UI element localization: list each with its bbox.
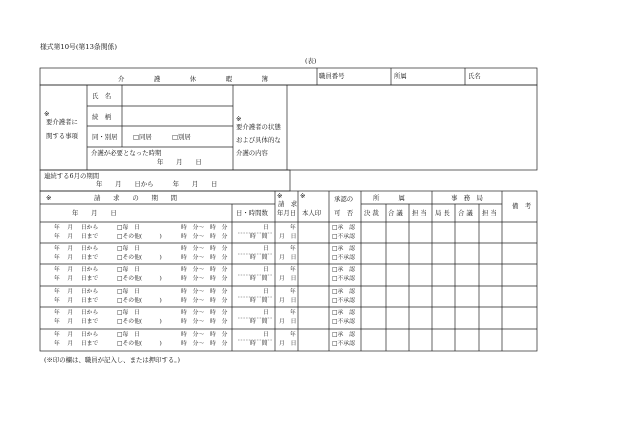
row-approve[interactable]: □承 認 — [332, 310, 355, 316]
row-day-unit: 日 — [263, 332, 269, 338]
request-date-mark: ※ — [277, 192, 283, 200]
title-char: 暇 — [225, 75, 233, 83]
cohabit-option-separate[interactable]: □別居 — [172, 133, 191, 141]
row-year-unit: 年 — [290, 289, 296, 295]
period-range: 年 月 日から 年 月 日 — [96, 180, 218, 188]
row-daily-option[interactable]: □毎 日 — [117, 267, 140, 273]
row-hour-unit: 時 間 — [250, 298, 268, 304]
approval-label-1: 承認の — [334, 195, 354, 203]
row-date-to: 年 月 日まで — [54, 298, 99, 304]
affiliation-group-header: 所 属 — [373, 194, 405, 202]
row-date-from: 年 月 日から — [54, 267, 99, 273]
affiliation-label: 所属 — [394, 72, 407, 80]
status-label-3: 介護の内容 — [236, 149, 268, 157]
office-group-header: 事 務 局 — [451, 194, 483, 202]
row-time-to: 時 分～ 時 分 — [181, 319, 228, 325]
row-approve[interactable]: □承 認 — [332, 246, 355, 252]
row-daily-option[interactable]: □毎 日 — [117, 225, 140, 231]
cohabit-label: 同・別居 — [92, 133, 118, 141]
row-date-to: 年 月 日まで — [54, 234, 99, 240]
row-date-to: 年 月 日まで — [54, 319, 99, 325]
ymd-header: 年 月 日 — [72, 209, 117, 217]
care-needed-label: 介護が必要となった時期 — [91, 149, 162, 157]
row-date-from: 年 月 日から — [54, 332, 99, 338]
request-date-label-1: 請 求 — [278, 200, 298, 208]
aff-role-consult: 合 議 — [388, 209, 403, 217]
day-time-header: 日・時間数 — [236, 209, 268, 217]
dependent-name-label: 氏 名 — [92, 92, 112, 100]
footnote: (※印の欄は、職員が記入し、または押印する。) — [44, 356, 180, 364]
row-daily-option[interactable]: □毎 日 — [117, 246, 140, 252]
seal-label: 本人印 — [302, 209, 322, 217]
row-other-option[interactable]: □その他( ) — [117, 276, 162, 282]
row-time-from: 時 分～ 時 分 — [181, 332, 228, 338]
staff-number-label: 職員番号 — [319, 72, 345, 80]
row-day-unit: 日 — [263, 310, 269, 316]
row-day-unit: 日 — [263, 246, 269, 252]
row-year-unit: 年 — [290, 246, 296, 252]
aff-role-approve: 決 裁 — [364, 209, 379, 217]
row-month-day: 月 日 — [279, 234, 297, 240]
care-needed-date: 年 月 日 — [157, 158, 202, 166]
row-reject[interactable]: □不承認 — [332, 298, 355, 304]
remarks-header: 備 考 — [512, 202, 532, 210]
row-reject[interactable]: □不承認 — [332, 319, 355, 325]
request-period-header: 請 求 の 期 間 — [94, 194, 178, 202]
row-month-day: 月 日 — [279, 298, 297, 304]
request-period-mark: ※ — [46, 194, 52, 202]
row-approve[interactable]: □承 認 — [332, 332, 355, 338]
dependent-section-label-2: 関する事項 — [46, 132, 78, 140]
row-other-option[interactable]: □その他( ) — [117, 298, 162, 304]
row-time-to: 時 分～ 時 分 — [181, 276, 228, 282]
row-time-from: 時 分～ 時 分 — [181, 267, 228, 273]
row-month-day: 月 日 — [279, 319, 297, 325]
relationship-label: 続 柄 — [92, 113, 112, 121]
row-hour-unit: 時 間 — [250, 276, 268, 282]
row-other-option[interactable]: □その他( ) — [117, 319, 162, 325]
row-daily-option[interactable]: □毎 日 — [117, 289, 140, 295]
row-other-option[interactable]: □その他( ) — [117, 255, 162, 261]
row-daily-option[interactable]: □毎 日 — [117, 310, 140, 316]
row-time-from: 時 分～ 時 分 — [181, 246, 228, 252]
row-time-from: 時 分～ 時 分 — [181, 310, 228, 316]
row-month-day: 月 日 — [279, 276, 297, 282]
page-side-label: (表) — [305, 57, 317, 65]
row-date-to: 年 月 日まで — [54, 255, 99, 261]
row-time-from: 時 分～ 時 分 — [181, 289, 228, 295]
row-date-from: 年 月 日から — [54, 225, 99, 231]
row-other-option[interactable]: □その他( ) — [117, 341, 162, 347]
row-daily-option[interactable]: □毎 日 — [117, 332, 140, 338]
form-number: 様式第10号(第13条関係) — [40, 43, 117, 51]
approval-label-2: 可 否 — [334, 209, 354, 217]
row-reject[interactable]: □不承認 — [332, 276, 355, 282]
row-time-to: 時 分～ 時 分 — [181, 234, 228, 240]
row-date-from: 年 月 日から — [54, 246, 99, 252]
seal-mark: ※ — [300, 192, 306, 200]
row-day-unit: 日 — [263, 267, 269, 273]
dependent-section-label-1: 要介護者に — [46, 118, 78, 126]
row-time-to: 時 分～ 時 分 — [181, 255, 228, 261]
row-day-unit: 日 — [263, 289, 269, 295]
status-mark: ※ — [236, 115, 242, 123]
title-char: 簿 — [261, 75, 268, 83]
cohabit-option-together[interactable]: □同居 — [133, 133, 152, 141]
form-title — [118, 74, 268, 83]
row-approve[interactable]: □承 認 — [332, 225, 355, 231]
row-reject[interactable]: □不承認 — [332, 341, 355, 347]
row-year-unit: 年 — [290, 225, 296, 231]
row-time-to: 時 分～ 時 分 — [181, 298, 228, 304]
row-hour-unit: 時 間 — [250, 234, 268, 240]
row-year-unit: 年 — [290, 267, 296, 273]
row-date-from: 年 月 日から — [54, 289, 99, 295]
row-year-unit: 年 — [290, 332, 296, 338]
row-reject[interactable]: □不承認 — [332, 234, 355, 240]
row-hour-unit: 時 間 — [250, 341, 268, 347]
row-time-from: 時 分～ 時 分 — [181, 225, 228, 231]
office-role-charge: 担 当 — [482, 209, 497, 217]
title-char: 休 — [189, 75, 197, 83]
row-approve[interactable]: □承 認 — [332, 289, 355, 295]
row-approve[interactable]: □承 認 — [332, 267, 355, 273]
row-year-unit: 年 — [290, 310, 296, 316]
aff-role-charge: 担 当 — [412, 209, 427, 217]
row-month-day: 月 日 — [279, 341, 297, 347]
name-label: 氏名 — [468, 72, 481, 80]
row-date-to: 年 月 日まで — [54, 276, 99, 282]
row-reject[interactable]: □不承認 — [332, 255, 355, 261]
title-char: 護 — [153, 75, 161, 83]
status-label-1: 要介護者の状態 — [236, 123, 281, 131]
row-time-to: 時 分～ 時 分 — [181, 341, 228, 347]
period-label: 連続する6月の期間 — [44, 172, 100, 180]
office-role-consult: 合 議 — [458, 209, 473, 217]
dependent-section-mark: ※ — [44, 110, 50, 118]
request-date-label-2: 年月日 — [277, 209, 297, 217]
row-date-to: 年 月 日まで — [54, 341, 99, 347]
title-char: 介 — [118, 75, 125, 83]
row-hour-unit: 時 間 — [250, 255, 268, 261]
row-date-from: 年 月 日から — [54, 310, 99, 316]
row-other-option[interactable]: □その他( ) — [117, 234, 162, 240]
row-day-unit: 日 — [263, 225, 269, 231]
row-month-day: 月 日 — [279, 255, 297, 261]
office-role-director: 局 長 — [435, 209, 450, 217]
row-hour-unit: 時 間 — [250, 319, 268, 325]
status-label-2: および具体的な — [236, 136, 281, 144]
